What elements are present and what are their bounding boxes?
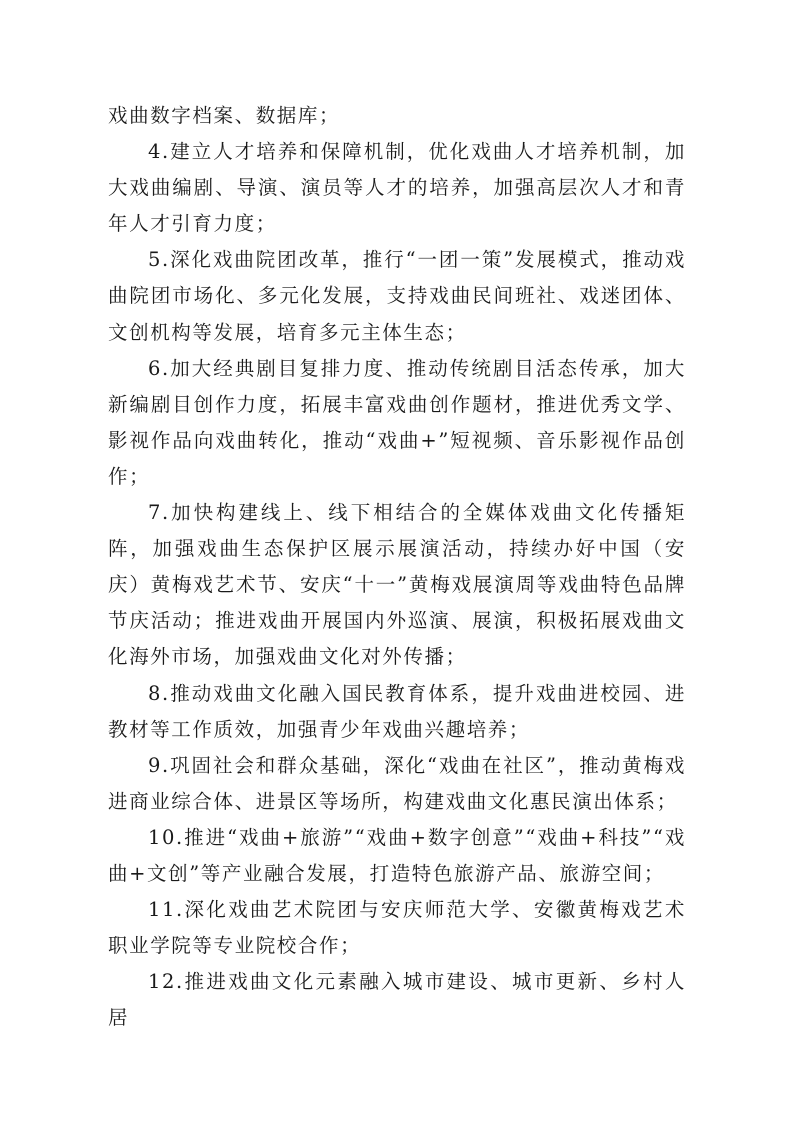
paragraph-item-5: 5.深化戏曲院团改革，推行“一团一策”发展模式，推动戏曲院团市场化、多元化发展，支持戏曲民间班社、戏迷团体、文创机构等发展，培育多元主体生态； [108,248,686,344]
paragraph-item-10: 10.推进“戏曲+旅游”“戏曲+数字创意”“戏曲+科技”“戏曲+文创”等产业融合发展，打造特色旅游产品、旅游空间； [108,825,686,885]
paragraph-item-12: 12.推进戏曲文化元素融入城市建设、城市更新、乡村人居 [108,970,686,1030]
paragraph-continuation: 戏曲数字档案、数据库； [108,104,341,127]
paragraph-item-8: 8.推动戏曲文化融入国民教育体系，提升戏曲进校园、进教材等工作质效，加强青少年戏曲兴趣培养； [108,681,686,741]
paragraph-item-9: 9.巩固社会和群众基础，深化“戏曲在社区”，推动黄梅戏进商业综合体、进景区等场所，构建戏曲文化惠民演出体系； [108,753,686,813]
document-body [108,98,686,1036]
paragraph-item-4: 4.建立人才培养和保障机制，优化戏曲人才培养机制，加大戏曲编剧、导演、演员等人才的培养，加强高层次人才和青年人才引育力度； [108,140,686,236]
paragraph-item-7: 7.加快构建线上、线下相结合的全媒体戏曲文化传播矩阵，加强戏曲生态保护区展示展演活动，持续办好中国（安庆）黄梅戏艺术节、安庆“十一”黄梅戏展演周等戏曲特色品牌节庆活动；推进戏曲开展国内外巡演、展演，积极拓展戏曲文化海外市场，加强戏曲文化对外传播； [108,501,686,669]
paragraph-item-6: 6.加大经典剧目复排力度、推动传统剧目活态传承，加大新编剧目创作力度，拓展丰富戏曲创作题材，推进优秀文学、影视作品向戏曲转化，推动“戏曲+”短视频、音乐影视作品创作； [108,356,686,488]
paragraph-item-11: 11.深化戏曲艺术院团与安庆师范大学、安徽黄梅戏艺术职业学院等专业院校合作； [108,898,686,958]
